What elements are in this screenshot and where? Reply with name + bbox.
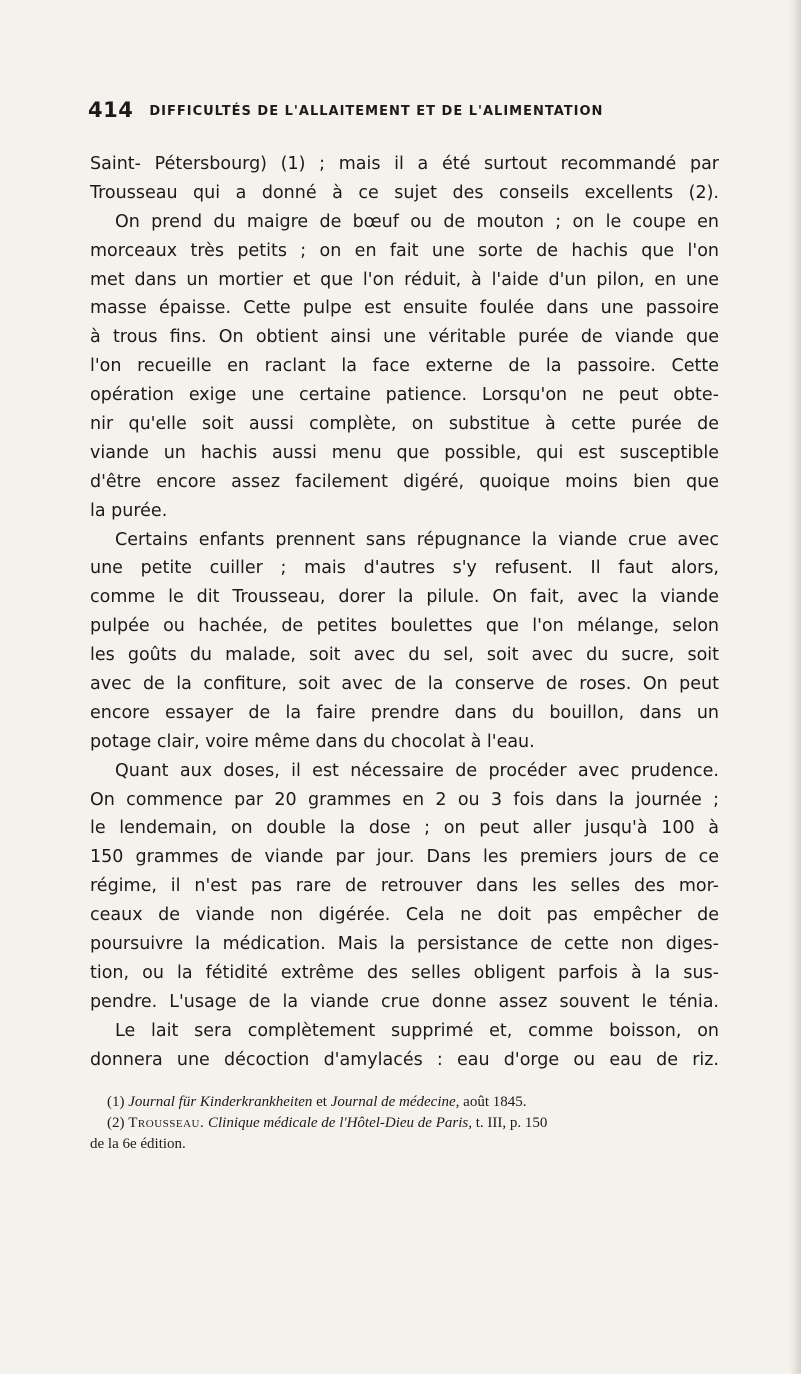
- footnote-journal-title: Journal de médecine,: [330, 1094, 460, 1110]
- footnote-reference: t. III, p. 150: [475, 1115, 548, 1131]
- text-line: 150 grammes de viande par jour. Dans les premiers jours de ce: [90, 847, 719, 868]
- text-line: tion, ou la fétidité extrême des selles obligent parfois à la sus-: [90, 962, 719, 983]
- text-line: d'être encore assez facilement digéré, quoique moins bien que: [90, 471, 719, 492]
- text-line: régime, il n'est pas rare de retrouver dans les selles des mor-: [90, 876, 719, 897]
- text-line: comme le dit Trousseau, dorer la pilule. On fait, avec la viande: [90, 587, 719, 608]
- text-line: Quant aux doses, il est nécessaire de procéder avec prudence.: [115, 760, 719, 781]
- text-line: encore essayer de la faire prendre dans du bouillon, dans un: [90, 702, 719, 723]
- footnote-2-continuation: [90, 1134, 720, 1155]
- text-line: met dans un mortier et que l'on réduit, à l'aide d'un pilon, en une: [90, 269, 719, 290]
- running-head: [88, 98, 728, 122]
- footnotes: [90, 1092, 720, 1155]
- text-line: On commence par 20 grammes en 2 ou 3 fois dans la journée ;: [90, 789, 719, 810]
- text-line: pendre. L'usage de la viande crue donne assez souvent le ténia.: [90, 991, 719, 1012]
- footnote-edition: de la 6e édition.: [90, 1136, 186, 1152]
- text-line: les goûts du malade, soit avec du sel, soit avec du sucre, soit: [90, 645, 719, 666]
- text-line: morceaux très petits ; on en fait une sorte de hachis que l'on: [90, 240, 719, 261]
- text-line: Saint- Pétersbourg) (1) ; mais il a été surtout recommandé par: [90, 154, 719, 174]
- text-line: Certains enfants prennent sans répugnance la viande crue avec: [115, 529, 719, 550]
- footnote-journal-title: Journal für Kinderkrankheiten: [128, 1094, 313, 1110]
- footnote-author: Trousseau.: [128, 1115, 205, 1131]
- text-line: donnera une décoction d'amylacés : eau d'orge ou eau de riz.: [90, 1049, 719, 1070]
- text-line: ceaux de viande non digérée. Cela ne doit pas empêcher de: [90, 905, 719, 926]
- footnote-conjunction: et: [316, 1094, 327, 1110]
- text-line: le lendemain, on double la dose ; on peut aller jusqu'à 100 à: [90, 818, 719, 839]
- text-line: opération exige une certaine patience. Lorsqu'on ne peut obte-: [90, 385, 719, 406]
- text-line: nir qu'elle soit aussi complète, on substitue à cette purée de: [90, 414, 719, 435]
- text-line: à trous fins. On obtient ainsi une véritable purée de viande que: [90, 327, 719, 348]
- text-line: l'on recueille en raclant la face externe de la passoire. Cette: [90, 356, 719, 377]
- text-line: Trousseau qui a donné à ce sujet des conseils excellents (2).: [90, 182, 719, 203]
- text-line: poursuivre la médication. Mais la persistance de cette non diges-: [90, 934, 719, 955]
- body-text: [90, 150, 719, 1075]
- text-line: avec de la confiture, soit avec de la conserve de roses. On peut: [90, 674, 719, 695]
- running-head-title: DIFFICULTÉS DE L'ALLAITEMENT ET DE L'ALIMENTATION: [149, 104, 604, 119]
- text-line: Le lait sera complètement supprimé et, comme boisson, on: [115, 1020, 719, 1041]
- footnote-work-title: Clinique médicale de l'Hôtel-Dieu de Paris,: [207, 1115, 472, 1131]
- text-line: la purée.: [90, 500, 168, 521]
- footnote-1: [90, 1092, 720, 1113]
- text-line: pulpée ou hachée, de petites boulettes que l'on mélange, selon: [90, 616, 719, 637]
- footnote-marker: (2): [107, 1115, 125, 1131]
- text-line: potage clair, voire même dans du chocolat à l'eau.: [90, 731, 535, 752]
- text-line: viande un hachis aussi menu que possible, qui est susceptible: [90, 442, 719, 463]
- page-number: 414: [88, 98, 134, 122]
- text-line: une petite cuiller ; mais d'autres s'y refusent. Il faut alors,: [90, 558, 719, 579]
- footnote-2: [90, 1113, 720, 1134]
- page-edge-shadow: [789, 0, 801, 1374]
- text-line: masse épaisse. Cette pulpe est ensuite foulée dans une passoire: [90, 298, 719, 319]
- footnote-date: août 1845.: [463, 1094, 527, 1110]
- footnote-marker: (1): [107, 1094, 125, 1110]
- text-line: On prend du maigre de bœuf ou de mouton ; on le coupe en: [115, 211, 719, 232]
